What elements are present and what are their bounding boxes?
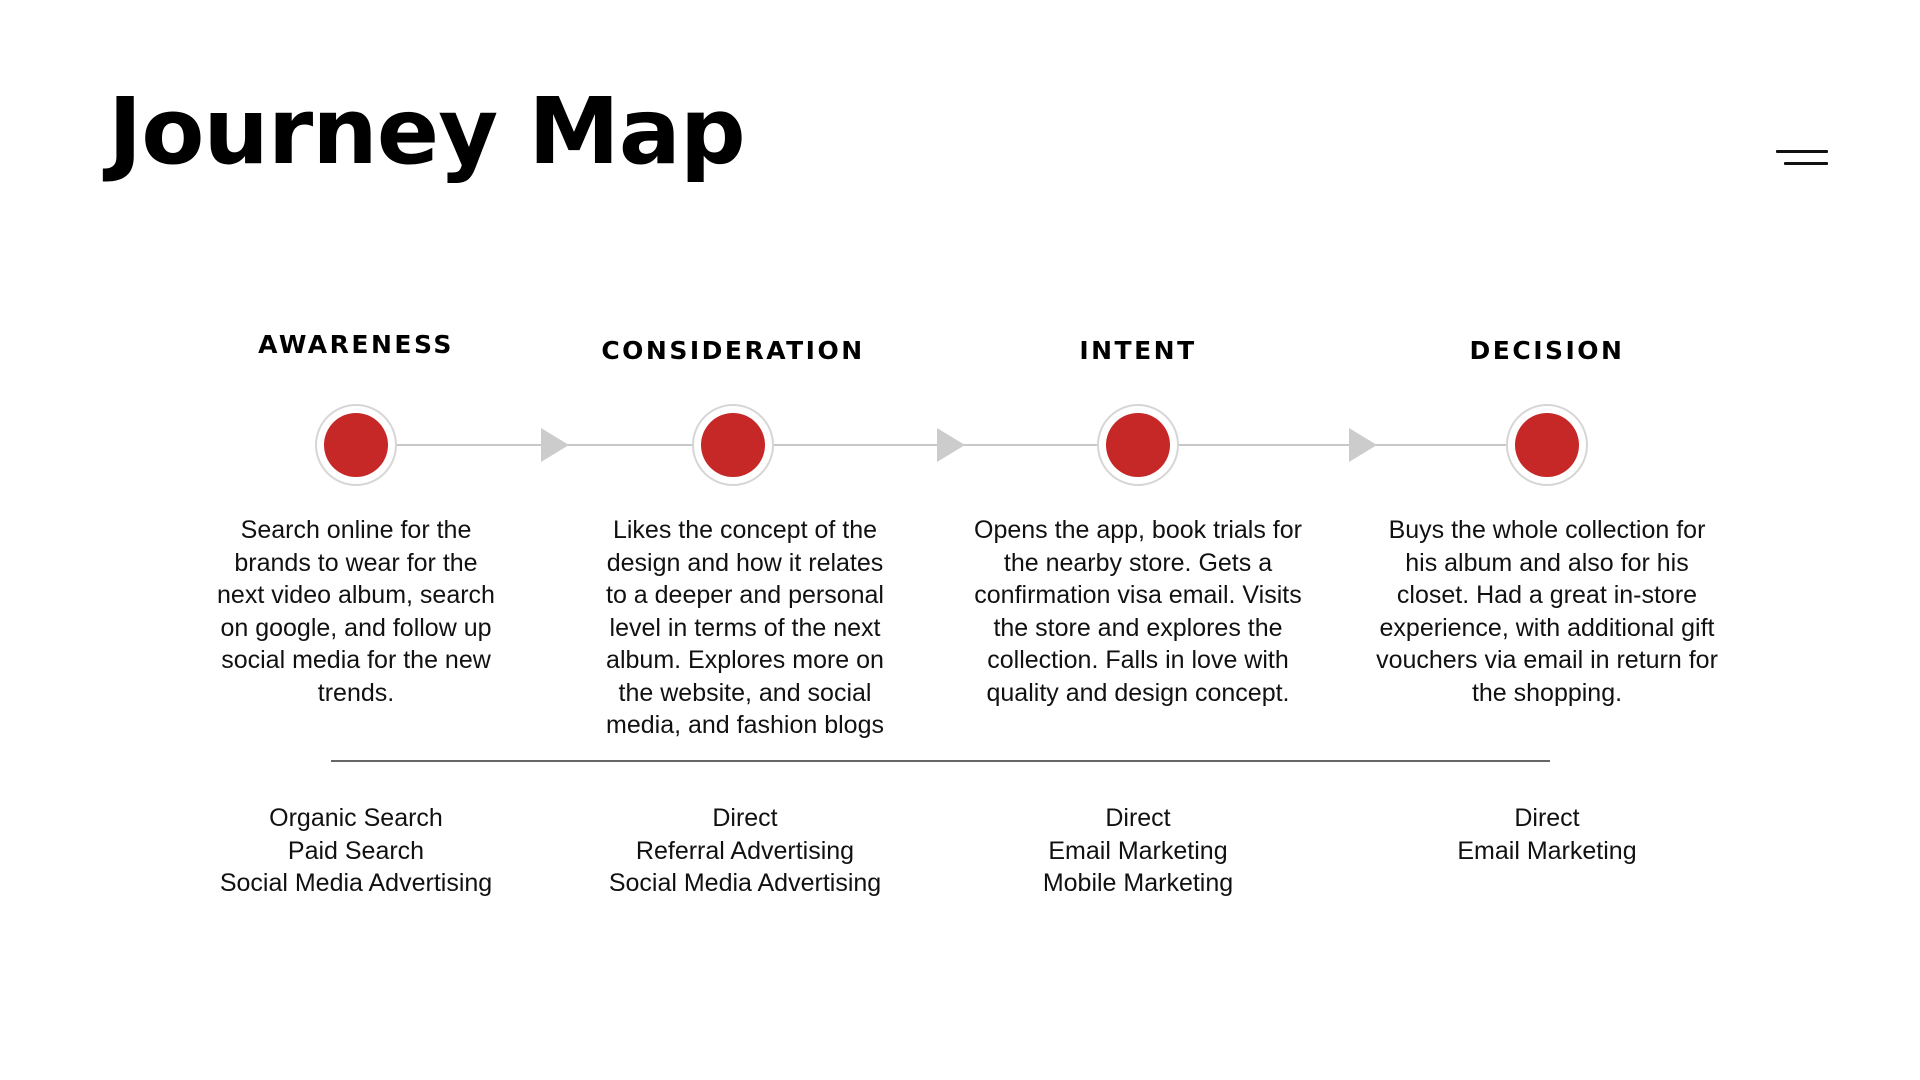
red-dot-icon bbox=[1515, 413, 1579, 477]
channel-list-decision bbox=[1347, 802, 1747, 867]
stage-description-decision: Buys the whole collection for his album and also for his closet. Had a great in-store experience, with additional gift vouchers via email in return for the shopping. bbox=[1376, 516, 1718, 707]
channel-item: Email Marketing bbox=[1048, 836, 1228, 865]
stage-description-awareness: Search online for the brands to wear for the next video album, search on google, and follow up social media for the new trends. bbox=[217, 516, 495, 707]
stage-node-consideration bbox=[692, 404, 774, 486]
channel-list-awareness bbox=[156, 802, 556, 900]
stage-description-consideration: Likes the concept of the design and how it relates to a deeper and personal level in terms of the next album. Explores more on the website, and social media, and fashion blogs bbox=[606, 516, 884, 739]
channel-item: Social Media Advertising bbox=[608, 869, 882, 897]
channel-item: Referral Advertising bbox=[635, 836, 855, 865]
channel-item: Direct bbox=[712, 804, 778, 832]
channel-item: Organic Search bbox=[269, 804, 443, 832]
channel-item: Social Media Advertising bbox=[219, 869, 493, 897]
stage-node-intent bbox=[1097, 404, 1179, 486]
stage-title-intent: INTENT bbox=[1079, 336, 1197, 365]
section-divider bbox=[331, 760, 1550, 762]
red-dot-icon bbox=[701, 413, 765, 477]
arrow-head-icon bbox=[1349, 428, 1377, 462]
arrow-head-icon bbox=[937, 428, 965, 462]
arrow-head-icon bbox=[541, 428, 569, 462]
stage-node-awareness bbox=[315, 404, 397, 486]
stage-node-decision bbox=[1506, 404, 1588, 486]
stage-title-awareness: AWARENESS bbox=[258, 330, 454, 359]
channel-list-consideration bbox=[545, 802, 945, 900]
channel-item: Direct bbox=[1105, 804, 1171, 832]
channel-item: Email Marketing bbox=[1457, 836, 1637, 865]
menu-bar-top bbox=[1776, 150, 1828, 153]
red-dot-icon bbox=[1106, 413, 1170, 477]
channel-item: Mobile Marketing bbox=[1042, 869, 1234, 897]
red-dot-icon bbox=[324, 413, 388, 477]
menu-bar-bottom bbox=[1784, 162, 1828, 165]
connector-line-3 bbox=[1178, 444, 1506, 446]
hamburger-menu-icon[interactable] bbox=[1776, 146, 1832, 168]
channel-list-intent bbox=[938, 802, 1338, 900]
page-title: Journey Map bbox=[108, 78, 745, 185]
channel-item: Paid Search bbox=[287, 836, 425, 865]
stage-title-consideration: CONSIDERATION bbox=[601, 336, 865, 365]
connector-line-2 bbox=[773, 444, 1097, 446]
channel-item: Direct bbox=[1514, 804, 1580, 832]
stage-description-intent: Opens the app, book trials for the nearby store. Gets a confirmation visa email. Visits the store and explores the collection. Falls in love with quality and design concept. bbox=[974, 516, 1302, 707]
stage-title-decision: DECISION bbox=[1469, 336, 1625, 365]
